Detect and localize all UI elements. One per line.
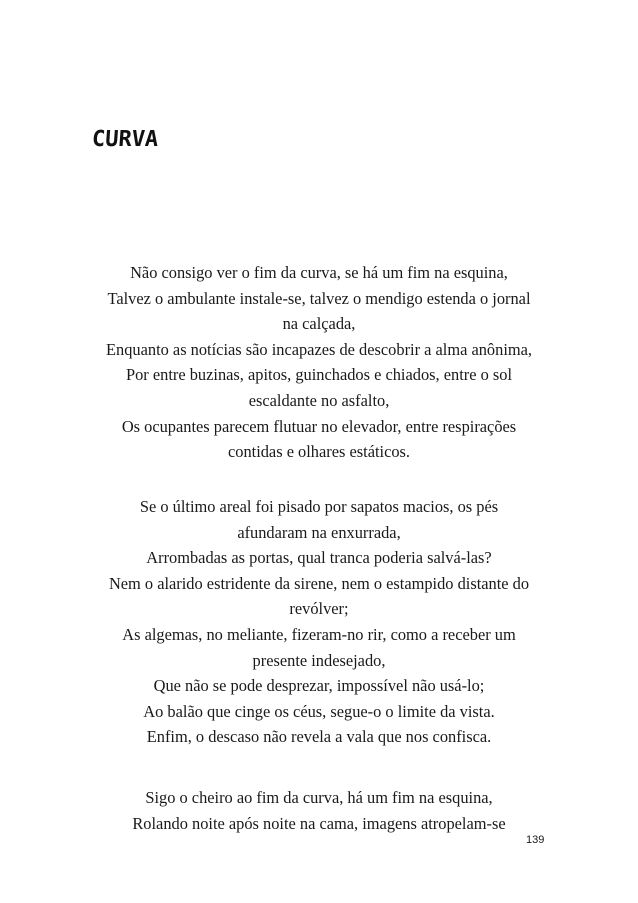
poem-line: Arrombadas as portas, qual tranca poderia salvá-las? (146, 548, 492, 568)
poem-line: Enfim, o descaso não revela a vala que nos confisca. (146, 727, 492, 747)
poem-line: Ao balão que cinge os céus, segue-o o limite da vista. (143, 701, 495, 721)
poem-line: Por entre buzinas, apitos, guinchados e chiados, entre o sol (126, 365, 512, 385)
stanza-3 (86, 785, 552, 836)
poem-line: Que não se pode desprezar, impossível não usá-lo; (153, 676, 485, 696)
poem-title: CURVA (91, 127, 160, 152)
poem-line: As algemas, no meliante, fizeram-no rir, como a receber um (122, 624, 516, 644)
poem-line: revólver; (289, 599, 349, 619)
poem-line: na calçada, (282, 314, 356, 334)
poem-line: Nem o alarido estridente da sirene, nem o estampido distante do (108, 573, 530, 593)
poem-line: Os ocupantes parecem flutuar no elevador, entre respirações (121, 416, 517, 436)
page-number: 139 (526, 834, 545, 846)
stanza-1 (86, 260, 552, 465)
poem-line: Talvez o ambulante instale-se, talvez o mendigo estenda o jornal (107, 288, 531, 308)
poem-line: Sigo o cheiro ao fim da curva, há um fim na esquina, (145, 788, 493, 807)
poem-line: afundaram na enxurrada, (237, 522, 401, 542)
poem-line: presente indesejado, (252, 650, 386, 670)
poem-line: Enquanto as notícias são incapazes de descobrir a alma anônima, (106, 339, 532, 359)
poem-line: Rolando noite após noite na cama, imagens atropelam-se (132, 813, 506, 833)
poem-line: Se o último areal foi pisado por sapatos macios, os pés (139, 497, 499, 516)
poem-line: escaldante no asfalto, (248, 390, 390, 410)
stanza-2 (86, 494, 552, 750)
poem-line: contidas e olhares estáticos. (227, 442, 411, 462)
poem-line: Não consigo ver o fim da curva, se há um fim na esquina, (130, 263, 508, 282)
